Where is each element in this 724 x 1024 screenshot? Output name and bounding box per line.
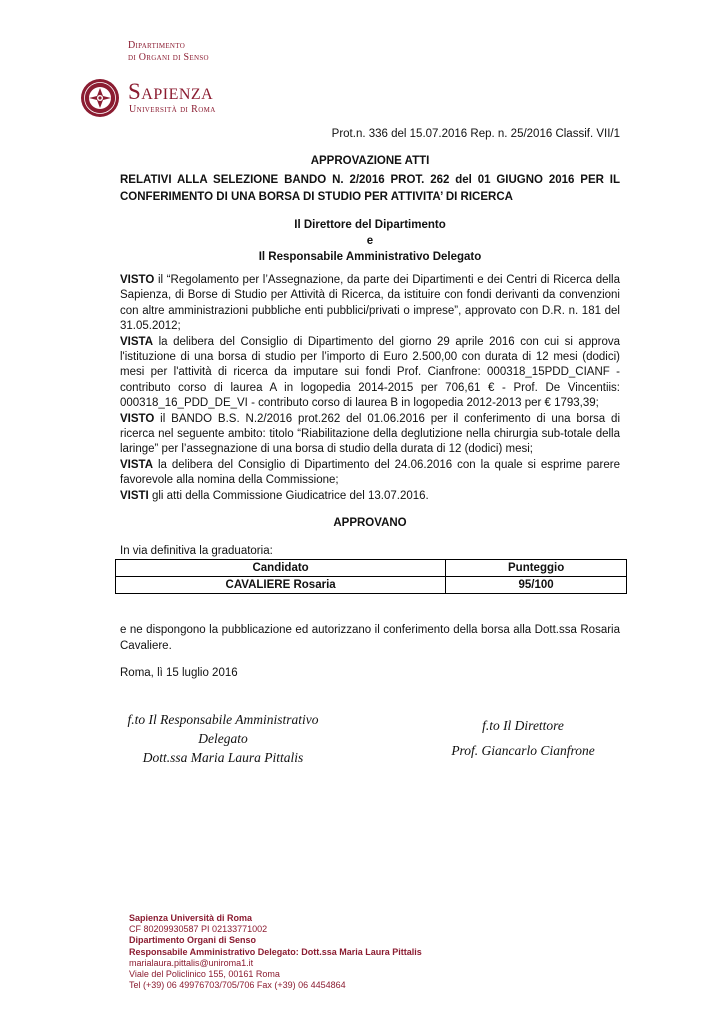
footer-email[interactable]: marialaura.pittalis@uniroma1.it [129,957,254,968]
recital-text: il “Regolamento per l’Assegnazione, da parte dei Dipartimenti e dei Centri di Ricerca della Sapienza, di Borse di Studio per Attività di Ricerca, da istituire con fondi derivanti da convenzioni con altre amministrazioni pubbliche enti pubblici/privati o imprese”, approvato con D.R. n. 181 del 31.05.2012; [120,274,620,333]
document-title: APPROVAZIONE ATTI [310,155,430,167]
table-row [116,577,627,594]
signature-right-line-2: Prof. Giancarlo Cianfrone [451,743,595,758]
footer-line-7: Tel (+39) 06 49976703/705/706 Fax (+39) 06 4454864 [129,980,346,991]
recital-keyword: VISTI [120,489,149,502]
document-subject: RELATIVI ALLA SELEZIONE BANDO N. 2/2016 PROT. 262 del 01 GIUGNO 2016 PER IL CONFERIMENTO DI UNA BORSA DI STUDIO PER ATTIVITA’ DI RICERCA [120,174,620,203]
footer-line-2: CF 80209930587 PI 02133771002 [129,924,268,935]
recital-paragraph [120,412,620,458]
signature-left-line-3: Dott.ssa Maria Laura Pittalis [142,750,304,765]
recital-text: la delibera del Consiglio di Dipartimento del giorno 29 aprile 2016 con cui si approva l'istituzione di una borsa di studio per l’importo di Euro 2.500,00 con durata di 12 mesi (dodici) mesi per l'attività di ricerca da imputare sui fondi Prof. Cianfrone: 000318_15PDD_CIANF - contributo corso di laurea A in logopedia 2014-2015 per 706,61 € - Prof. De Vincentiis: 000318_16_PDD_DE_VI - contributo corso di laurea B in logopedia 2012-2013 per € 1793,39; [120,335,620,410]
signature-administrator [120,710,326,767]
footer-line-3: Dipartimento Organi di Senso [129,935,257,946]
authority-line-2: e [366,235,374,247]
recital-keyword: VISTO [120,412,155,425]
approvano-heading: APPROVANO [333,517,407,529]
recital-keyword: VISTO [120,274,155,286]
department-name [128,40,209,64]
ranking-intro: In via definitiva la graduatoria: [120,545,273,557]
authority-line-1: Il Direttore del Dipartimento [294,219,446,231]
footer-line-1: Sapienza Università di Roma [129,913,253,923]
authority-line-3: Il Responsabile Amministrativo Delegato [258,251,482,263]
recital-text: gli atti della Commissione Giudicatrice del 13.07.2016. [148,489,429,502]
recital-paragraph [120,273,620,335]
recital-paragraph [120,489,620,504]
university-subtitle: Università di Roma [129,104,216,115]
signature-right-line-1: f.to Il Direttore [482,718,564,733]
footer [129,913,422,991]
candidate-cell: CAVALIERE Rosaria [116,577,446,594]
column-header-score: Punteggio [446,560,627,577]
recital-paragraph [120,458,620,489]
signature-director [440,716,606,760]
recitals [120,273,620,504]
table-header-row [116,560,627,577]
university-name: Sapienza [128,79,214,104]
department-line-2: di Organi di Senso [128,52,209,63]
score-cell: 95/100 [446,577,627,594]
signature-left-line-1: f.to Il Responsabile Amministrativo [127,712,319,727]
column-header-candidate: Candidato [116,560,446,577]
recital-keyword: VISTA [120,458,154,471]
place-date: Roma, lì 15 luglio 2016 [120,667,238,679]
recital-paragraph [120,335,620,412]
signature-left-line-2: Delegato [198,731,248,746]
protocol-line: Prot.n. 336 del 15.07.2016 Rep. n. 25/2016 Classif. VII/1 [331,128,620,140]
department-line-1: Dipartimento [128,40,186,51]
recital-text: il BANDO B.S. N.2/2016 prot.262 del 01.06.2016 per il conferimento di una borsa di ricerca nel seguente ambito: titolo “Riabilitazione della deglutizione nella chirurgia sub-totale della laringe” per l’assegnazione di una borsa di studio della durata di 12 (dodici) mesi; [120,412,620,456]
footer-line-4: Responsabile Amministrativo Delegato: Dott.ssa Maria Laura Pittalis [129,946,422,957]
sapienza-seal-icon [80,78,120,118]
ranking-table [115,559,627,594]
recital-text: la delibera del Consiglio di Dipartimento del 24.06.2016 con la quale si esprime parere favorevole alla nomina della Commissione; [120,458,620,487]
footer-line-6: Viale del Policlinico 155, 00161 Roma [129,969,280,980]
closing-paragraph: e ne dispongono la pubblicazione ed autorizzano il conferimento della borsa alla Dott.ssa Rosaria Cavaliere. [120,624,620,652]
recital-keyword: VISTA [120,335,154,348]
